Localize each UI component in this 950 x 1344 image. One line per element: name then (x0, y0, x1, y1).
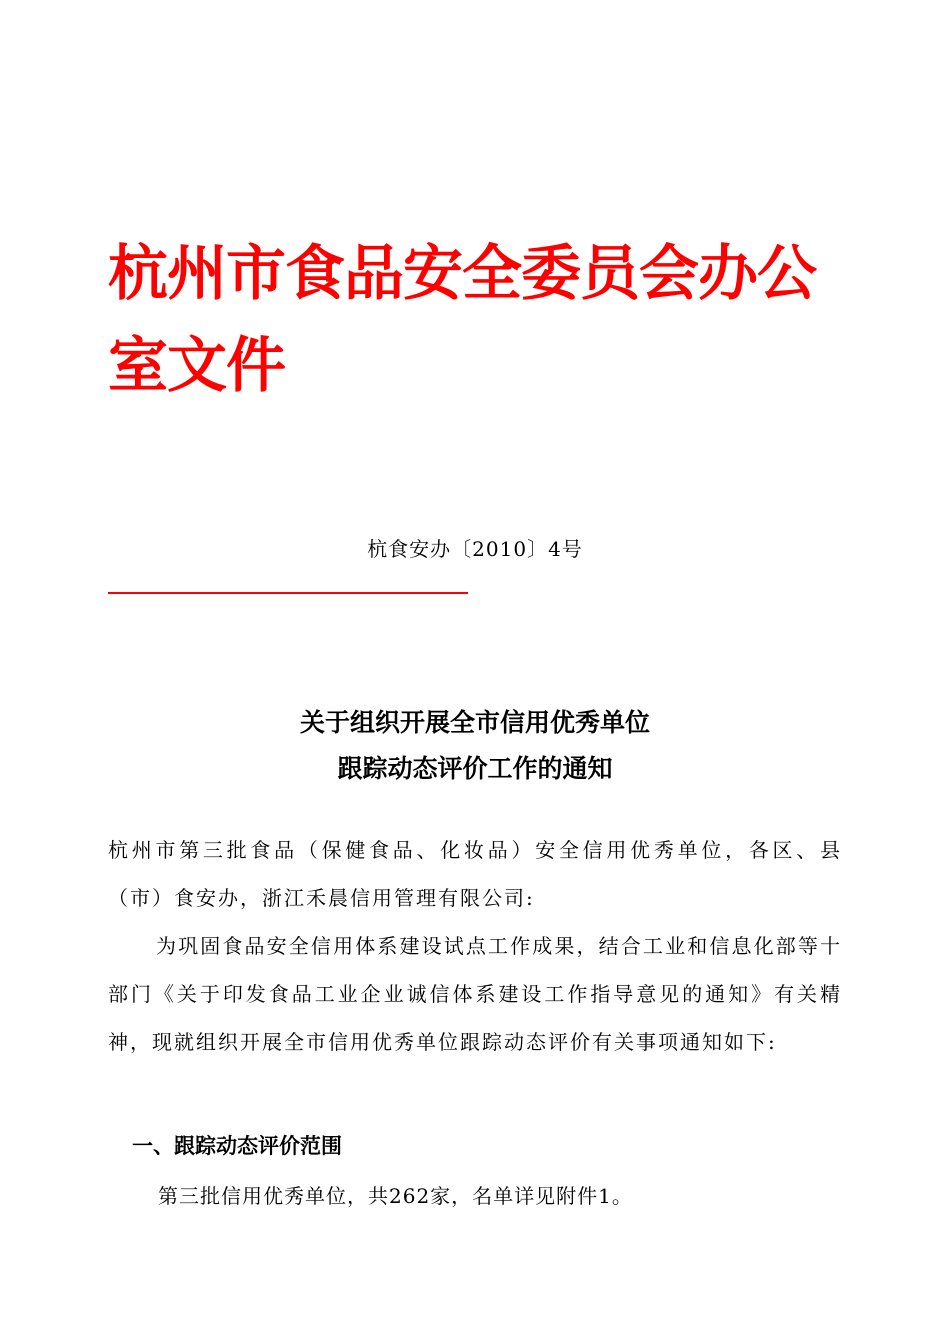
notice-title (0, 700, 950, 792)
section-1-text: 第三批信用优秀单位，共262家，名单详见附件1。 (158, 1184, 633, 1208)
notice-title-line-2: 跟踪动态评价工作的通知 (337, 754, 613, 783)
section-1-heading: 一、跟踪动态评价范围 (132, 1134, 342, 1158)
notice-title-line-1: 关于组织开展全市信用优秀单位 (299, 708, 650, 737)
document-header-title: 杭州市食品安全委员会办公室文件 (108, 239, 816, 401)
red-divider-line (108, 592, 468, 594)
salutation: 杭州市第三批食品（保健食品、化妆品）安全信用优秀单位，各区、县（市）食安办，浙江禾晨信用管理有限公司: (108, 838, 842, 910)
intro-paragraph: 为巩固食品安全信用体系建设试点工作成果，结合工业和信息化部等十部门《关于印发食品工业企业诚信体系建设工作指导意见的通知》有关精神，现就组织开展全市信用优秀单位跟踪动态评价有关事项通知如下: (108, 934, 842, 1054)
document-number: 杭食安办〔2010〕4号 (367, 537, 583, 561)
